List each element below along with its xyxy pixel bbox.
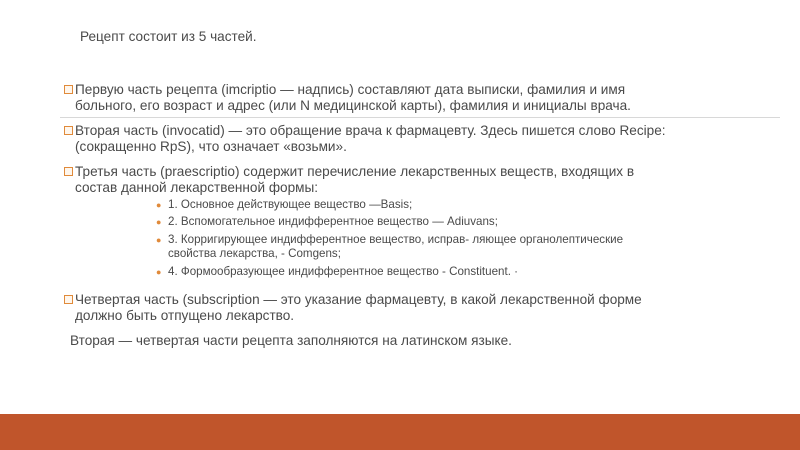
sub-item-2: 2. Вспомогательное индифферентное вещество — Adiuvans; xyxy=(168,215,498,228)
part4-line1: Четвертая часть (subscription — это указание фармацевту, в какой лекарственной форме xyxy=(75,292,642,307)
sub-bullet-icon: ● xyxy=(156,217,162,227)
bullet-square-icon xyxy=(64,126,73,135)
closing-text: Вторая — четвертая части рецепта заполняются на латинском языке. xyxy=(70,333,512,348)
sub-bullet-icon: ● xyxy=(156,200,162,210)
sub-item-3-line2: свойства лекарства, - Comgens; xyxy=(168,247,341,260)
intro-text: Рецепт состоит из 5 частей. xyxy=(80,29,257,44)
sub-item-1: 1. Основное действующее вещество —Basis; xyxy=(168,198,413,211)
part1-line1: Первую часть рецепта (imcriptio — надпись) составляют дата выписки, фамилия и имя xyxy=(75,82,626,97)
part4-line2: должно быть отпущено лекарство. xyxy=(75,308,295,323)
part2-line2: (сокращенно RpS), что означает «возьми». xyxy=(75,139,347,154)
part2-line1: Вторая часть (invocatid) — это обращение врача к фармацевту. Здесь пишется слово Recipe: xyxy=(75,123,666,138)
bullet-square-icon xyxy=(64,85,73,94)
sub-item-3-line1: 3. Корригирующее индифферентное вещество, исправ- ляющее органолептические xyxy=(168,233,624,246)
part3-line2: состав данной лекарственной формы: xyxy=(75,180,319,195)
bullet-square-icon xyxy=(64,295,73,304)
part1-line2: больного, его возраст и адрес (или N медицинской карты), фамилия и инициалы врача. xyxy=(75,98,631,113)
part3-line1: Третья часть (praescriptio) содержит перечисление лекарственных веществ, входящих в xyxy=(75,164,635,179)
divider-line xyxy=(60,117,780,118)
bullet-square-icon xyxy=(64,167,73,176)
sub-item-4: 4. Формообразующее индифферентное вещество - Constituent. · xyxy=(168,265,519,278)
sub-bullet-icon: ● xyxy=(156,267,162,277)
footer-accent-bar xyxy=(0,414,800,450)
sub-bullet-icon: ● xyxy=(156,235,162,245)
